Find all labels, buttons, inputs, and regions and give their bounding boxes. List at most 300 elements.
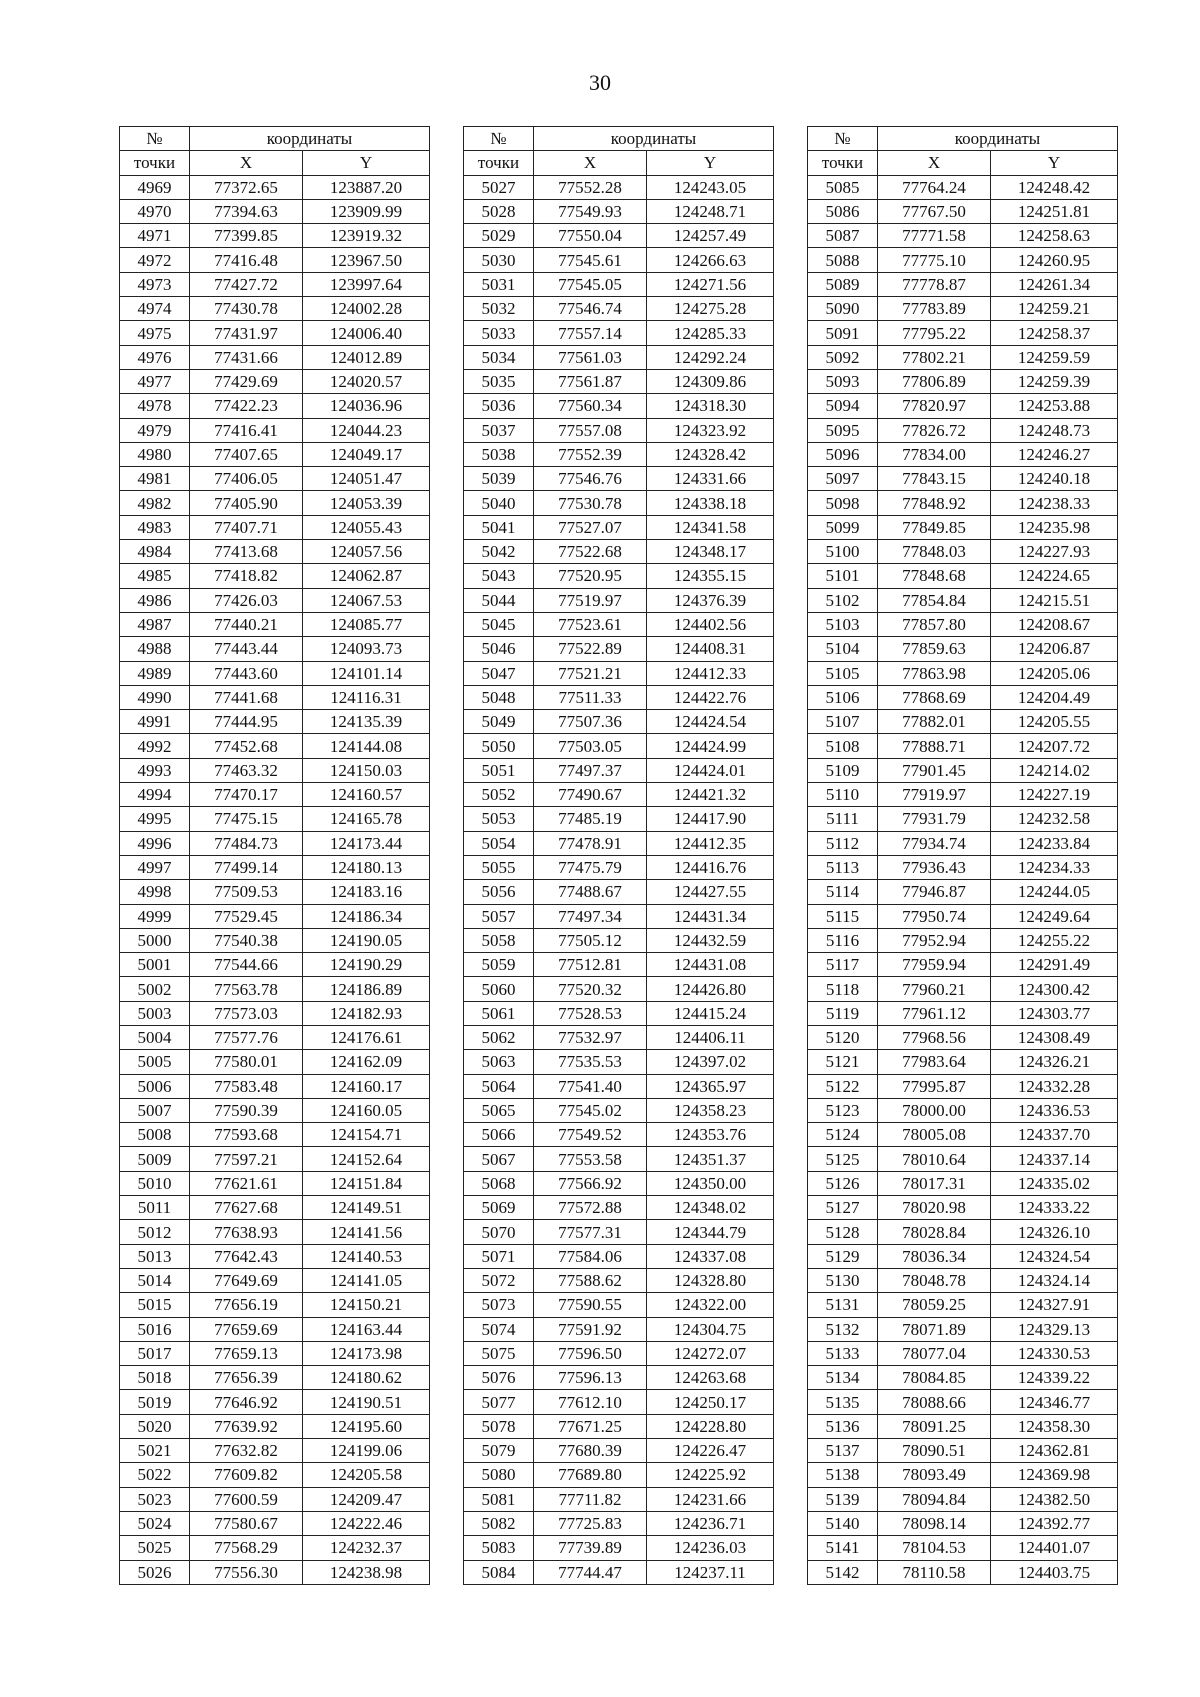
y-coordinate-cell: 124303.77 (991, 1001, 1118, 1025)
y-coordinate-cell: 124062.87 (303, 564, 430, 588)
x-coordinate-cell: 78010.64 (878, 1147, 991, 1171)
y-coordinate-cell: 124271.56 (647, 272, 774, 296)
y-coordinate-cell: 124424.54 (647, 710, 774, 734)
point-number-cell: 5025 (120, 1536, 190, 1560)
y-coordinate-cell: 124055.43 (303, 515, 430, 539)
table-row (120, 855, 430, 879)
point-number-cell: 5131 (808, 1293, 878, 1317)
point-number-cell: 5129 (808, 1244, 878, 1268)
point-number-cell: 5040 (464, 491, 534, 515)
table-row (120, 1414, 430, 1438)
x-coordinate-cell: 77452.68 (190, 734, 303, 758)
y-coordinate-cell: 124332.28 (991, 1074, 1118, 1098)
table-row (120, 1268, 430, 1292)
x-coordinate-cell: 77934.74 (878, 831, 991, 855)
y-coordinate-cell: 124236.71 (647, 1511, 774, 1535)
table-row (464, 661, 774, 685)
point-number-cell: 5114 (808, 880, 878, 904)
x-coordinate-cell: 77802.21 (878, 345, 991, 369)
x-coordinate-cell: 77443.44 (190, 637, 303, 661)
table-row (120, 1463, 430, 1487)
x-coordinate-cell: 78000.00 (878, 1098, 991, 1122)
y-coordinate-cell: 124336.53 (991, 1098, 1118, 1122)
table-row (120, 807, 430, 831)
point-number-cell: 4991 (120, 710, 190, 734)
y-coordinate-cell: 124275.28 (647, 297, 774, 321)
x-coordinate-cell: 77478.91 (534, 831, 647, 855)
x-coordinate-cell: 77444.95 (190, 710, 303, 734)
point-number-cell: 5107 (808, 710, 878, 734)
y-coordinate-cell: 124228.80 (647, 1414, 774, 1438)
table-row (120, 224, 430, 248)
table-row (464, 1293, 774, 1317)
table-row (808, 1487, 1118, 1511)
y-coordinate-cell: 124208.67 (991, 612, 1118, 636)
table-row (464, 880, 774, 904)
y-coordinate-cell: 123919.32 (303, 224, 430, 248)
table-row (464, 1366, 774, 1390)
x-coordinate-cell: 77806.89 (878, 369, 991, 393)
y-coordinate-cell: 124002.28 (303, 297, 430, 321)
point-number-cell: 5116 (808, 928, 878, 952)
x-coordinate-cell: 77901.45 (878, 758, 991, 782)
table-row (120, 734, 430, 758)
table-row (808, 1123, 1118, 1147)
y-coordinate-cell: 124152.64 (303, 1147, 430, 1171)
x-coordinate-cell: 78048.78 (878, 1268, 991, 1292)
point-number-cell: 5063 (464, 1050, 534, 1074)
table-row (808, 734, 1118, 758)
table-row (120, 1001, 430, 1025)
header-y: Y (991, 151, 1118, 175)
y-coordinate-cell: 124186.34 (303, 904, 430, 928)
y-coordinate-cell: 124183.16 (303, 880, 430, 904)
table-row (808, 467, 1118, 491)
y-coordinate-cell: 124165.78 (303, 807, 430, 831)
point-number-cell: 5096 (808, 442, 878, 466)
y-coordinate-cell: 124176.61 (303, 1025, 430, 1049)
y-coordinate-cell: 124227.19 (991, 783, 1118, 807)
point-number-cell: 5065 (464, 1098, 534, 1122)
point-number-cell: 5060 (464, 977, 534, 1001)
x-coordinate-cell: 78094.84 (878, 1487, 991, 1511)
point-number-cell: 5119 (808, 1001, 878, 1025)
y-coordinate-cell: 124258.63 (991, 224, 1118, 248)
table-row (120, 418, 430, 442)
table-row (464, 1074, 774, 1098)
header-points: точки (808, 151, 878, 175)
x-coordinate-cell: 77523.61 (534, 612, 647, 636)
x-coordinate-cell: 77826.72 (878, 418, 991, 442)
table-row (120, 1390, 430, 1414)
x-coordinate-cell: 77659.69 (190, 1317, 303, 1341)
y-coordinate-cell: 124406.11 (647, 1025, 774, 1049)
y-coordinate-cell: 124348.02 (647, 1196, 774, 1220)
point-number-cell: 5051 (464, 758, 534, 782)
point-number-cell: 4970 (120, 199, 190, 223)
point-number-cell: 5059 (464, 953, 534, 977)
table-row (808, 855, 1118, 879)
y-coordinate-cell: 124328.42 (647, 442, 774, 466)
x-coordinate-cell: 77848.68 (878, 564, 991, 588)
point-number-cell: 5121 (808, 1050, 878, 1074)
point-number-cell: 5043 (464, 564, 534, 588)
point-number-cell: 5102 (808, 588, 878, 612)
x-coordinate-cell: 77849.85 (878, 515, 991, 539)
point-number-cell: 5079 (464, 1439, 534, 1463)
table-row (464, 1341, 774, 1365)
x-coordinate-cell: 77882.01 (878, 710, 991, 734)
point-number-cell: 5037 (464, 418, 534, 442)
point-number-cell: 5066 (464, 1123, 534, 1147)
point-number-cell: 5112 (808, 831, 878, 855)
point-number-cell: 5130 (808, 1268, 878, 1292)
y-coordinate-cell: 124331.66 (647, 467, 774, 491)
table-row (464, 1171, 774, 1195)
x-coordinate-cell: 77520.95 (534, 564, 647, 588)
y-coordinate-cell: 124182.93 (303, 1001, 430, 1025)
point-number-cell: 5134 (808, 1366, 878, 1390)
table-row (464, 685, 774, 709)
y-coordinate-cell: 124150.03 (303, 758, 430, 782)
point-number-cell: 5016 (120, 1317, 190, 1341)
x-coordinate-cell: 77775.10 (878, 248, 991, 272)
y-coordinate-cell: 124285.33 (647, 321, 774, 345)
x-coordinate-cell: 77427.72 (190, 272, 303, 296)
header-coordinates: координаты (878, 127, 1118, 151)
table-row (120, 1147, 430, 1171)
point-number-cell: 5038 (464, 442, 534, 466)
x-coordinate-cell: 77968.56 (878, 1025, 991, 1049)
x-coordinate-cell: 77600.59 (190, 1487, 303, 1511)
point-number-cell: 5009 (120, 1147, 190, 1171)
y-coordinate-cell: 124180.62 (303, 1366, 430, 1390)
x-coordinate-cell: 77863.98 (878, 661, 991, 685)
y-coordinate-cell: 124067.53 (303, 588, 430, 612)
table-row (464, 491, 774, 515)
y-coordinate-cell: 124205.55 (991, 710, 1118, 734)
x-coordinate-cell: 77535.53 (534, 1050, 647, 1074)
y-coordinate-cell: 124431.34 (647, 904, 774, 928)
point-number-cell: 5080 (464, 1463, 534, 1487)
y-coordinate-cell: 124144.08 (303, 734, 430, 758)
table-row (808, 321, 1118, 345)
table-row (808, 758, 1118, 782)
table-row (808, 710, 1118, 734)
x-coordinate-cell: 78110.58 (878, 1560, 991, 1584)
point-number-cell: 5050 (464, 734, 534, 758)
y-coordinate-cell: 124291.49 (991, 953, 1118, 977)
coordinate-table (463, 126, 774, 1585)
point-number-cell: 5061 (464, 1001, 534, 1025)
table-row (464, 1317, 774, 1341)
y-coordinate-cell: 124251.81 (991, 199, 1118, 223)
table-row (120, 321, 430, 345)
point-number-cell: 5074 (464, 1317, 534, 1341)
table-row (464, 734, 774, 758)
y-coordinate-cell: 124206.87 (991, 637, 1118, 661)
x-coordinate-cell: 77577.76 (190, 1025, 303, 1049)
table-row (808, 1025, 1118, 1049)
point-number-cell: 5100 (808, 540, 878, 564)
y-coordinate-cell: 124376.39 (647, 588, 774, 612)
table-row (120, 1050, 430, 1074)
y-coordinate-cell: 124205.58 (303, 1463, 430, 1487)
y-coordinate-cell: 124333.22 (991, 1196, 1118, 1220)
table-row (120, 1098, 430, 1122)
y-coordinate-cell: 124337.14 (991, 1147, 1118, 1171)
point-number-cell: 5089 (808, 272, 878, 296)
point-number-cell: 5055 (464, 855, 534, 879)
header-no: № (464, 127, 534, 151)
table-row (464, 1244, 774, 1268)
table-row (464, 1390, 774, 1414)
x-coordinate-cell: 77529.45 (190, 904, 303, 928)
table-row (464, 855, 774, 879)
x-coordinate-cell: 77557.14 (534, 321, 647, 345)
y-coordinate-cell: 124101.14 (303, 661, 430, 685)
x-coordinate-cell: 78084.85 (878, 1366, 991, 1390)
point-number-cell: 5076 (464, 1366, 534, 1390)
table-row (808, 345, 1118, 369)
y-coordinate-cell: 124403.75 (991, 1560, 1118, 1584)
point-number-cell: 5006 (120, 1074, 190, 1098)
point-number-cell: 5057 (464, 904, 534, 928)
x-coordinate-cell: 77995.87 (878, 1074, 991, 1098)
table-row (464, 248, 774, 272)
point-number-cell: 5101 (808, 564, 878, 588)
x-coordinate-cell: 77557.08 (534, 418, 647, 442)
y-coordinate-cell: 124337.70 (991, 1123, 1118, 1147)
y-coordinate-cell: 124248.71 (647, 199, 774, 223)
point-number-cell: 5045 (464, 612, 534, 636)
point-number-cell: 5068 (464, 1171, 534, 1195)
y-coordinate-cell: 124141.56 (303, 1220, 430, 1244)
y-coordinate-cell: 124209.47 (303, 1487, 430, 1511)
table-row (808, 1220, 1118, 1244)
x-coordinate-cell: 78071.89 (878, 1317, 991, 1341)
x-coordinate-cell: 77848.92 (878, 491, 991, 515)
y-coordinate-cell: 124350.00 (647, 1171, 774, 1195)
point-number-cell: 4987 (120, 612, 190, 636)
point-number-cell: 5031 (464, 272, 534, 296)
table-row (120, 345, 430, 369)
x-coordinate-cell: 77422.23 (190, 394, 303, 418)
point-number-cell: 5024 (120, 1511, 190, 1535)
table-row (120, 710, 430, 734)
header-x: X (190, 151, 303, 175)
y-coordinate-cell: 124231.66 (647, 1487, 774, 1511)
x-coordinate-cell: 77960.21 (878, 977, 991, 1001)
x-coordinate-cell: 77936.43 (878, 855, 991, 879)
table-row (808, 1414, 1118, 1438)
point-number-cell: 5095 (808, 418, 878, 442)
y-coordinate-cell: 124160.57 (303, 783, 430, 807)
x-coordinate-cell: 77580.01 (190, 1050, 303, 1074)
table-row (808, 1293, 1118, 1317)
x-coordinate-cell: 77546.74 (534, 297, 647, 321)
table-row (464, 904, 774, 928)
x-coordinate-cell: 77572.88 (534, 1196, 647, 1220)
x-coordinate-cell: 77407.71 (190, 515, 303, 539)
table-row (464, 321, 774, 345)
point-number-cell: 5011 (120, 1196, 190, 1220)
table-row (464, 612, 774, 636)
point-number-cell: 5027 (464, 175, 534, 199)
table-row (808, 1171, 1118, 1195)
table-row (808, 661, 1118, 685)
point-number-cell: 5122 (808, 1074, 878, 1098)
table-row (120, 953, 430, 977)
header-coordinates: координаты (534, 127, 774, 151)
point-number-cell: 5022 (120, 1463, 190, 1487)
point-number-cell: 5058 (464, 928, 534, 952)
point-number-cell: 5136 (808, 1414, 878, 1438)
y-coordinate-cell: 124237.11 (647, 1560, 774, 1584)
y-coordinate-cell: 124151.84 (303, 1171, 430, 1195)
y-coordinate-cell: 124329.13 (991, 1317, 1118, 1341)
y-coordinate-cell: 124049.17 (303, 442, 430, 466)
table-row (808, 1244, 1118, 1268)
point-number-cell: 5111 (808, 807, 878, 831)
table-row (808, 1196, 1118, 1220)
point-number-cell: 5034 (464, 345, 534, 369)
x-coordinate-cell: 78077.04 (878, 1341, 991, 1365)
point-number-cell: 5087 (808, 224, 878, 248)
table-row (120, 297, 430, 321)
y-coordinate-cell: 124116.31 (303, 685, 430, 709)
x-coordinate-cell: 77642.43 (190, 1244, 303, 1268)
y-coordinate-cell: 124020.57 (303, 369, 430, 393)
x-coordinate-cell: 77820.97 (878, 394, 991, 418)
x-coordinate-cell: 77497.34 (534, 904, 647, 928)
x-coordinate-cell: 77431.66 (190, 345, 303, 369)
x-coordinate-cell: 77744.47 (534, 1560, 647, 1584)
y-coordinate-cell: 124346.77 (991, 1390, 1118, 1414)
point-number-cell: 5030 (464, 248, 534, 272)
table-row (464, 345, 774, 369)
y-coordinate-cell: 124412.33 (647, 661, 774, 685)
table-row (120, 977, 430, 1001)
table-row (464, 637, 774, 661)
x-coordinate-cell: 77577.31 (534, 1220, 647, 1244)
y-coordinate-cell: 124249.64 (991, 904, 1118, 928)
point-number-cell: 5012 (120, 1220, 190, 1244)
point-number-cell: 4992 (120, 734, 190, 758)
x-coordinate-cell: 77407.65 (190, 442, 303, 466)
x-coordinate-cell: 78059.25 (878, 1293, 991, 1317)
point-number-cell: 4971 (120, 224, 190, 248)
y-coordinate-cell: 124362.81 (991, 1439, 1118, 1463)
x-coordinate-cell: 77627.68 (190, 1196, 303, 1220)
x-coordinate-cell: 77530.78 (534, 491, 647, 515)
point-number-cell: 5092 (808, 345, 878, 369)
y-coordinate-cell: 124180.13 (303, 855, 430, 879)
point-number-cell: 5064 (464, 1074, 534, 1098)
y-coordinate-cell: 124309.86 (647, 369, 774, 393)
table-row (808, 1050, 1118, 1074)
point-number-cell: 5128 (808, 1220, 878, 1244)
y-coordinate-cell: 124195.60 (303, 1414, 430, 1438)
point-number-cell: 5124 (808, 1123, 878, 1147)
point-number-cell: 4985 (120, 564, 190, 588)
point-number-cell: 5142 (808, 1560, 878, 1584)
y-coordinate-cell: 124190.51 (303, 1390, 430, 1414)
point-number-cell: 4984 (120, 540, 190, 564)
table-row (464, 1511, 774, 1535)
point-number-cell: 4986 (120, 588, 190, 612)
point-number-cell: 4996 (120, 831, 190, 855)
table-row (808, 612, 1118, 636)
x-coordinate-cell: 77656.19 (190, 1293, 303, 1317)
coordinate-table (119, 126, 430, 1585)
header-coordinates: координаты (190, 127, 430, 151)
header-points: точки (464, 151, 534, 175)
y-coordinate-cell: 123909.99 (303, 199, 430, 223)
point-number-cell: 5108 (808, 734, 878, 758)
point-number-cell: 4979 (120, 418, 190, 442)
table-row (464, 418, 774, 442)
y-coordinate-cell: 124408.31 (647, 637, 774, 661)
point-number-cell: 5001 (120, 953, 190, 977)
x-coordinate-cell: 77406.05 (190, 467, 303, 491)
point-number-cell: 5052 (464, 783, 534, 807)
table-row (808, 491, 1118, 515)
table-row (120, 1487, 430, 1511)
x-coordinate-cell: 77545.61 (534, 248, 647, 272)
point-number-cell: 5044 (464, 588, 534, 612)
table-row (808, 1511, 1118, 1535)
table-row (120, 1123, 430, 1147)
table-row (120, 880, 430, 904)
table-row (464, 1463, 774, 1487)
x-coordinate-cell: 77519.97 (534, 588, 647, 612)
y-coordinate-cell: 124432.59 (647, 928, 774, 952)
table-row (808, 418, 1118, 442)
table-row (464, 588, 774, 612)
y-coordinate-cell: 124417.90 (647, 807, 774, 831)
y-coordinate-cell: 124135.39 (303, 710, 430, 734)
y-coordinate-cell: 124238.33 (991, 491, 1118, 515)
y-coordinate-cell: 124415.24 (647, 1001, 774, 1025)
y-coordinate-cell: 124199.06 (303, 1439, 430, 1463)
point-number-cell: 5018 (120, 1366, 190, 1390)
header-points: точки (120, 151, 190, 175)
y-coordinate-cell: 124382.50 (991, 1487, 1118, 1511)
y-coordinate-cell: 124401.07 (991, 1536, 1118, 1560)
table-row (120, 831, 430, 855)
y-coordinate-cell: 123967.50 (303, 248, 430, 272)
x-coordinate-cell: 77511.33 (534, 685, 647, 709)
table-row (808, 199, 1118, 223)
y-coordinate-cell: 124431.08 (647, 953, 774, 977)
y-coordinate-cell: 124214.02 (991, 758, 1118, 782)
point-number-cell: 4983 (120, 515, 190, 539)
y-coordinate-cell: 124259.21 (991, 297, 1118, 321)
y-coordinate-cell: 124255.22 (991, 928, 1118, 952)
table-row (808, 953, 1118, 977)
x-coordinate-cell: 78098.14 (878, 1511, 991, 1535)
x-coordinate-cell: 77440.21 (190, 612, 303, 636)
x-coordinate-cell: 77522.68 (534, 540, 647, 564)
table-body (464, 175, 774, 1584)
x-coordinate-cell: 77583.48 (190, 1074, 303, 1098)
table-row (808, 175, 1118, 199)
point-number-cell: 5094 (808, 394, 878, 418)
table-row (464, 369, 774, 393)
point-number-cell: 5110 (808, 783, 878, 807)
y-coordinate-cell: 124243.05 (647, 175, 774, 199)
